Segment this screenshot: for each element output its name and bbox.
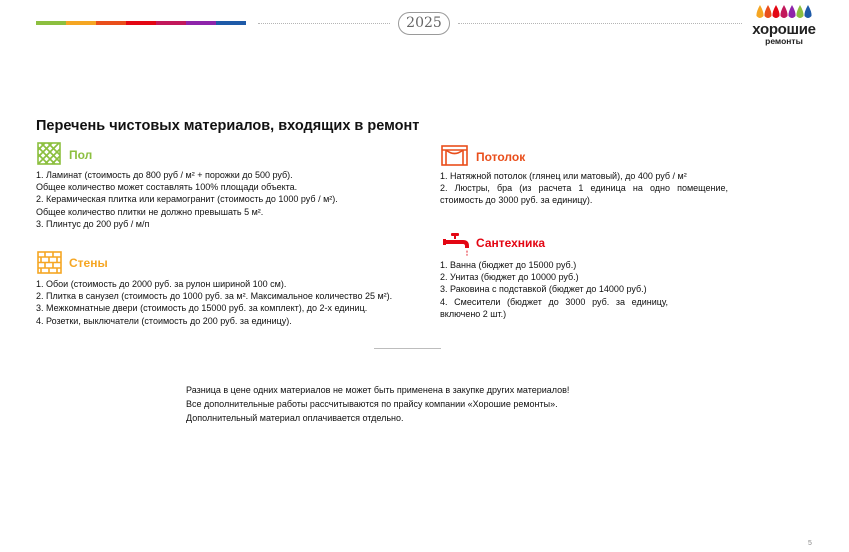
- list-item: 1. Ванна (бюджет до 15000 руб.): [440, 260, 577, 270]
- section-title-plumbing: Сантехника: [476, 236, 546, 250]
- plumbing-list: [440, 259, 668, 320]
- dotted-rule-left: [258, 23, 390, 24]
- list-item: 1. Ламинат (стоимость до 800 руб / м² + порожки до 500 руб).: [36, 170, 293, 180]
- page-title: Перечень чистовых материалов, входящих в ремонт: [36, 118, 420, 134]
- logo-drop: [756, 5, 763, 18]
- ceiling-list: [440, 170, 728, 207]
- list-item: 4. Розетки, выключатели (стоимость до 200 руб. за единицу).: [36, 315, 292, 326]
- logo-drops-icon: [752, 2, 816, 22]
- color-stripe: [36, 21, 246, 25]
- ceiling-icon: [441, 145, 468, 166]
- note-line: Все дополнительные работы рассчитываются по прайсу компании «Хорошие ремонты».: [186, 399, 558, 409]
- company-logo: [752, 2, 816, 46]
- stripe-segment: [156, 21, 186, 25]
- page-number: 5: [808, 540, 812, 547]
- logo-drop: [764, 5, 771, 18]
- section-title-ceiling: Потолок: [476, 150, 526, 164]
- list-item: 4. Смесители (бюджет до 3000 руб. за единицу, включено 2 шт.): [440, 296, 668, 319]
- year-badge: 2025: [398, 12, 450, 35]
- section-title-floor: Пол: [69, 148, 93, 162]
- list-item: Общее количество может составлять 100% площади объекта.: [36, 182, 298, 193]
- stripe-segment: [66, 21, 96, 25]
- list-item: 2. Керамическая плитка или керамогранит (стоимость до 1000 руб / м²).: [36, 194, 338, 205]
- list-item: 2. Плитка в санузел (стоимость до 1000 руб. за м². Максимальное количество 25 м²).: [36, 291, 393, 302]
- logo-wordmark: хорошие: [752, 21, 816, 38]
- list-item: 3. Плинтус до 200 руб / м/п: [36, 218, 150, 229]
- faucet-icon: [443, 232, 471, 256]
- stripe-segment: [126, 21, 156, 25]
- logo-drop: [772, 5, 779, 18]
- parquet-icon: [37, 142, 61, 165]
- stripe-segment: [36, 21, 66, 25]
- floor-list: [36, 169, 436, 230]
- divider: [374, 348, 441, 349]
- logo-drop: [804, 5, 811, 18]
- list-item: 3. Межкомнатные двери (стоимость до 15000 руб. за комплект), до 2-х единиц.: [36, 303, 368, 314]
- logo-drop: [788, 5, 795, 18]
- list-item: 2. Люстры, бра (из расчета 1 единица на одно помещение, стоимость до 3000 руб. за единицу).: [440, 183, 728, 206]
- logo-subtitle: ремонты: [765, 36, 803, 46]
- brick-wall-icon: [37, 251, 62, 274]
- list-item: Общее количество плитки не должно превышать 5 м².: [36, 206, 264, 217]
- note-line: Дополнительный материал оплачивается отдельно.: [186, 413, 404, 423]
- list-item: 1. Обои (стоимость до 2000 руб. за рулон шириной 100 см).: [36, 279, 287, 289]
- stripe-segment: [96, 21, 126, 25]
- logo-drop: [780, 5, 787, 18]
- stripe-segment: [216, 21, 246, 25]
- section-title-walls: Стены: [69, 256, 108, 270]
- stripe-segment: [186, 21, 216, 25]
- note-line: Разница в цене одних материалов не может быть применена в закупке других материалов!: [186, 385, 570, 395]
- walls-list: [36, 278, 436, 327]
- list-item: 3. Раковина с подставкой (бюджет до 14000 руб.): [440, 284, 647, 295]
- logo-drop: [796, 5, 803, 18]
- list-item: 1. Натяжной потолок (глянец или матовый), до 400 руб / м²: [440, 171, 687, 181]
- dotted-rule-right: [458, 23, 742, 24]
- notes: [186, 383, 569, 425]
- list-item: 2. Унитаз (бюджет до 10000 руб.): [440, 272, 579, 283]
